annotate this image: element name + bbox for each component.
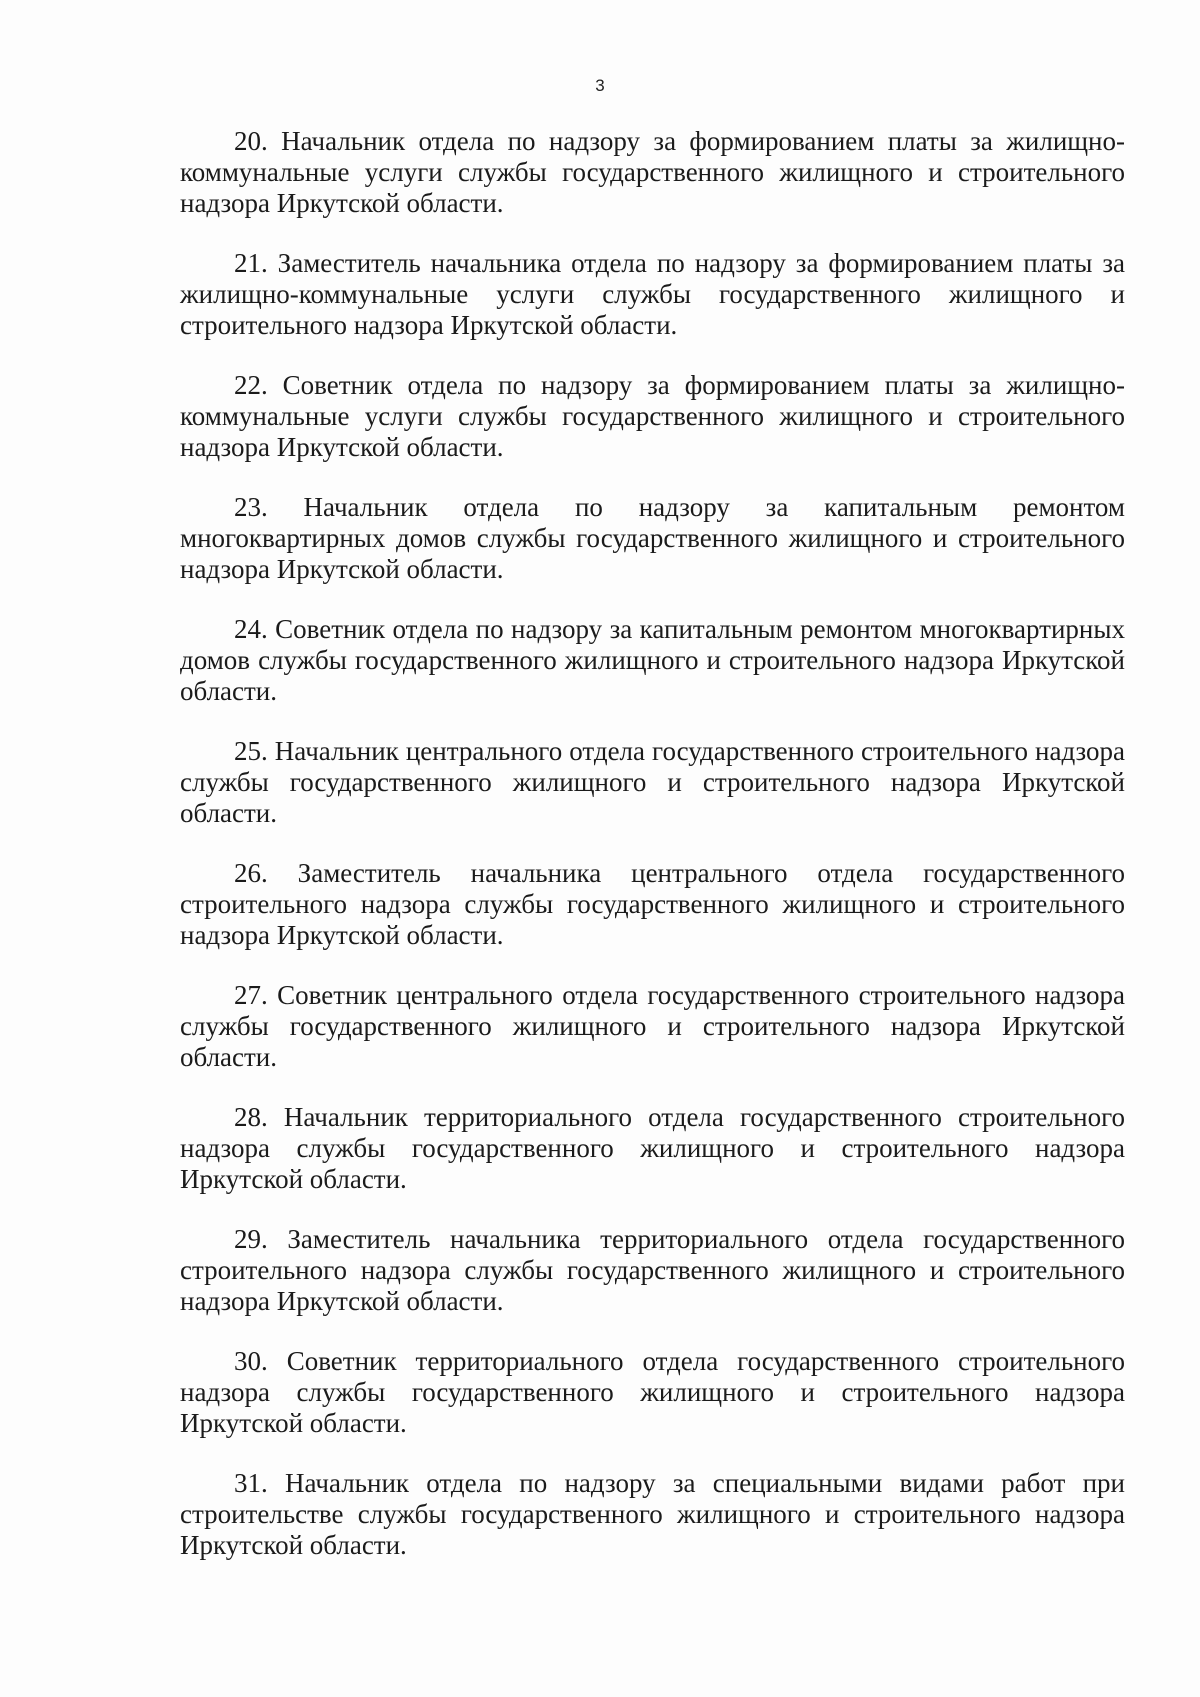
list-item: 31. Начальник отдела по надзору за специальными видами работ при строительстве службы государственного жилищного и строительного надзора Иркутской области. [180,1468,1125,1560]
list-item: 22. Советник отдела по надзору за формированием платы за жилищно-коммунальные услуги службы государственного жилищного и строительного надзора Иркутской области. [180,370,1125,462]
list-item: 26. Заместитель начальника центрального отдела государственного строительного надзора службы государственного жилищного и строительного надзора Иркутской области. [180,858,1125,950]
list-item: 30. Советник территориального отдела государственного строительного надзора службы государственного жилищного и строительного надзора Иркутской области. [180,1346,1125,1438]
list-item: 20. Начальник отдела по надзору за формированием платы за жилищно-коммунальные услуги службы государственного жилищного и строительного надзора Иркутской области. [180,126,1125,218]
page-number: 3 [595,76,605,95]
list-item: 25. Начальник центрального отдела государственного строительного надзора службы государственного жилищного и строительного надзора Иркутской области. [180,736,1125,828]
document-body [180,126,1125,1590]
list-item: 27. Советник центрального отдела государственного строительного надзора службы государственного жилищного и строительного надзора Иркутской области. [180,980,1125,1072]
list-item: 29. Заместитель начальника территориального отдела государственного строительного надзора службы государственного жилищного и строительного надзора Иркутской области. [180,1224,1125,1316]
list-item: 21. Заместитель начальника отдела по надзору за формированием платы за жилищно-коммунальные услуги службы государственного жилищного и строительного надзора Иркутской области. [180,248,1125,340]
list-item: 28. Начальник территориального отдела государственного строительного надзора службы государственного жилищного и строительного надзора Иркутской области. [180,1102,1125,1194]
list-item: 23. Начальник отдела по надзору за капитальным ремонтом многоквартирных домов службы государственного жилищного и строительного надзора Иркутской области. [180,492,1125,584]
list-item: 24. Советник отдела по надзору за капитальным ремонтом многоквартирных домов службы государственного жилищного и строительного надзора Иркутской области. [180,614,1125,706]
